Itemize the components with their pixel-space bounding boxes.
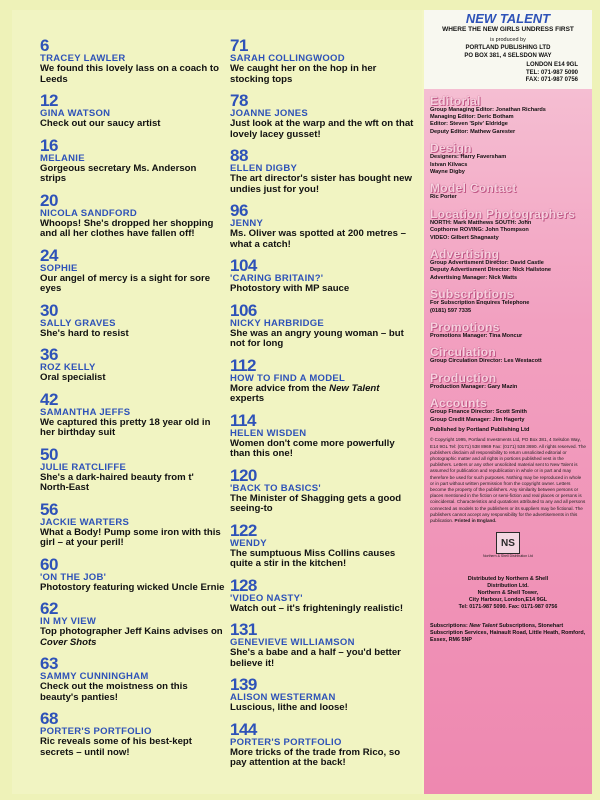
staff-sections: [424, 95, 592, 425]
entry-title: JOANNE JONES: [230, 108, 309, 119]
entry-description: [40, 64, 225, 85]
entry-description: [40, 164, 225, 185]
entry-description: [230, 648, 415, 669]
staff-section: [424, 288, 592, 315]
section-line: Group Advertisment Director: David Castle: [430, 259, 544, 266]
contents-entry: [40, 711, 225, 758]
entry-title: GENEVIEVE WILLIAMSON: [230, 637, 355, 648]
page-number: 112: [230, 355, 256, 375]
entry-title: HELEN WISDEN: [230, 427, 307, 439]
entry-title: JACKIE WARTERS: [40, 516, 130, 528]
staff-section: [424, 95, 592, 137]
page-number: 16: [40, 135, 58, 155]
description-text: The Minister of Shagging gets a good seeing-to: [230, 492, 402, 514]
description-italic: Cover Shots: [40, 636, 97, 648]
section-line: Deputy Editor: Mathew Garester: [430, 128, 516, 135]
brand-tagline: WHERE THE NEW GIRLS UNDRESS FIRST: [442, 26, 574, 33]
page-number: 36: [40, 345, 58, 364]
brand-title: NEW TALENT: [465, 11, 551, 26]
page-number: 24: [40, 245, 58, 265]
description-text: She's hard to resist: [40, 327, 129, 339]
distributor-logo: [496, 532, 520, 554]
entry-title: GINA WATSON: [40, 108, 111, 119]
entry-title: SARAH COLLINGWOOD: [230, 53, 345, 64]
contents-entry: [40, 190, 225, 240]
entry-description: [40, 627, 225, 648]
description-text: Photostory with MP sauce: [230, 283, 350, 294]
contents-area: [12, 10, 422, 794]
entry-description: [230, 494, 415, 515]
description-text: Just look at the warp and the wft on that lovely lacey gusset!: [230, 118, 414, 140]
fax-line: FAX: 071-987 0756: [525, 77, 578, 83]
distribution-line: Distributed by Northern & Shell: [467, 576, 549, 583]
page-number: 131: [230, 620, 257, 639]
staff-section: [424, 397, 592, 424]
description-text: Our angel of mercy is a sight for sore eyes: [40, 272, 211, 294]
description-text: Women don't come more powerfully than this one!: [230, 437, 395, 459]
entry-description: [230, 703, 415, 714]
distribution-line: City Harbour, London,E14 9GL: [468, 597, 548, 604]
staff-section: [424, 208, 592, 242]
section-line: Group Circulation Director: Les Westacott: [430, 358, 542, 365]
page-number: 42: [40, 389, 58, 409]
masthead-panel: [424, 10, 592, 794]
staff-section: [424, 182, 592, 201]
entry-title: PORTER'S PORTFOLIO: [40, 726, 152, 737]
section-title: Editorial: [430, 93, 481, 108]
contents-entry: [230, 300, 415, 350]
entry-title: IN MY VIEW: [40, 616, 97, 627]
contents-entry: [230, 203, 415, 250]
entry-description: [230, 284, 415, 295]
page-number: 144: [230, 719, 257, 739]
description-text: What a Body! Pump some iron with this girl – at your peril!: [40, 526, 221, 548]
page-number: 128: [230, 575, 257, 595]
legal-text: © Copyright 1995, Portland Investments Ltd, PO Box 381, 4 Selsdon Way, E14 9GL Tel: (0171) 538 8969 Fax: (0171) 538 3690. All rights reserved. The publishers disclaim all responsibility to return unsolicited editorial or photographic matter and all rights in portions published vest in the publishers. Letters or any other unsolicited material sent to New Talent is assumed for publication and republication in whole or in part and may therefore be used for such purposes. Nothing may be reproduced in whole or in part without written permission from the copyright owner. Letters become the property of the publishers. Any similarity between persons or places mentioned in the fiction or semi-fiction and real places or persons is coincidental. Characteristics and quotations attributed to any and all persons connected as models to the publishers or its suppliers may be fictional. The publishers cannot accept any responsibility for the advertisements in this publication.: [430, 437, 586, 524]
distribution-info: [424, 576, 592, 611]
contents-entry: [230, 719, 415, 769]
entry-description: [40, 473, 225, 494]
contents-entry: [230, 355, 415, 405]
page-number: 139: [230, 675, 257, 694]
page-number: 50: [40, 444, 58, 464]
contents-entry: [230, 93, 415, 140]
section-title: Promotions: [430, 320, 500, 334]
description-text: Luscious, lithe and loose!: [230, 702, 348, 713]
section-line: Managing Editor: Deric Botham: [430, 113, 514, 120]
published-by: [424, 427, 592, 434]
phone-line: TEL: 071-987 5090: [525, 69, 578, 76]
section-title: Model Contact: [430, 181, 517, 196]
section-line: Ric Porter: [430, 194, 457, 201]
subscriptions-footer: [424, 623, 592, 644]
entry-title: WENDY: [230, 537, 267, 549]
entry-description: [230, 748, 415, 769]
entry-description: [230, 384, 415, 405]
description-italic: New Talent: [329, 382, 380, 394]
entry-title: ALISON WESTERMAN: [230, 692, 336, 703]
page-number: 20: [40, 190, 58, 210]
page-number: 63: [40, 654, 58, 673]
entry-title: ELLEN DIGBY: [230, 163, 298, 174]
contents-entry: [40, 135, 225, 185]
distribution-line: Tel: 0171-987 5090. Fax: 0171-987 0756: [458, 604, 558, 611]
subs-brand: New Talent: [469, 623, 498, 630]
contents-entry: [40, 38, 225, 85]
page-number: 78: [230, 91, 248, 110]
page-number: 88: [230, 146, 248, 165]
distribution-line: Northern & Shell Tower,: [477, 590, 539, 597]
section-line: Production Manager: Gary Mazin: [430, 383, 518, 390]
entry-title: SALLY GRAVES: [40, 317, 116, 329]
entry-description: [40, 737, 225, 758]
section-title: Advertising: [430, 246, 500, 261]
entry-title: 'CARING BRITAIN?': [230, 273, 324, 284]
entry-title: 'ON THE JOB': [40, 571, 107, 583]
entry-description: [230, 439, 415, 460]
subs-rest: Subscriptions, Stonehart Subscription Services, Hainault Road, Little Heath, Romford, Essex, RM6 5NP: [430, 623, 586, 644]
staff-section: [424, 346, 592, 365]
description-text: More advice from the: [230, 382, 327, 394]
section-line: Group Credit Manager: Jim Hagerty: [430, 416, 525, 423]
description-text: Watch out – it's frighteningly realistic!: [230, 602, 404, 614]
section-line: Copthorne ROVING: John Thompson: [430, 227, 529, 234]
description-text: We caught her on the hop in her stocking tops: [230, 63, 377, 85]
contents-entry: [230, 520, 415, 570]
page-number: 106: [230, 300, 257, 320]
entry-title: SAMMY CUNNINGHAM: [40, 671, 149, 682]
entry-title: JULIE RATCLIFFE: [40, 461, 127, 473]
contents-entry: [230, 575, 415, 615]
entry-description: [40, 219, 225, 240]
contents-column-right: [230, 38, 415, 777]
entry-description: [40, 119, 225, 130]
entry-description: [230, 549, 415, 570]
description-text: Check out the moistness on this beauty's panties!: [40, 681, 188, 703]
entry-description: [230, 119, 415, 140]
description-text: More tricks of the trade from Rico, so pay attention at the back!: [230, 746, 401, 768]
description-text: The sumptuous Miss Collins causes quite a stir in the kitchen!: [230, 547, 396, 569]
page-number: 62: [40, 599, 58, 618]
entry-description: [40, 274, 225, 295]
entry-title: TRACEY LAWLER: [40, 53, 126, 64]
address-line: LONDON E14 9GL: [526, 62, 578, 68]
contents-entry: [40, 93, 225, 130]
description-text: We captured this pretty 18 year old in her birthday suit: [40, 416, 211, 438]
page-number: 68: [40, 709, 58, 728]
contents-entry: [40, 601, 225, 648]
publisher-address: [428, 45, 588, 60]
section-line: For Subscription Enquires Telephone: [430, 300, 530, 307]
section-line: Editor: Steven 'Spiv' Eldridge: [430, 121, 508, 128]
entry-title: SOPHIE: [40, 262, 78, 274]
contents-entry: [40, 554, 225, 594]
description-text: Gorgeous secretary Ms. Anderson strips: [40, 162, 197, 184]
staff-section: [424, 142, 592, 176]
section-line: Designers: Harry Faversham: [430, 154, 507, 161]
address-line: PO BOX 381, 4 SELSDON WAY: [464, 52, 552, 59]
section-title: Production: [430, 370, 497, 385]
section-title: Subscriptions: [430, 287, 514, 302]
description-text: The art director's sister has bought new undies just for you!: [230, 173, 412, 195]
page-number: 122: [230, 520, 257, 540]
printed-in: Printed in England.: [454, 518, 497, 524]
entry-title: HOW TO FIND A MODEL: [230, 372, 346, 384]
description-text: We found this lovely lass on a coach to Leeds: [40, 63, 219, 85]
contents-entry: [230, 677, 415, 714]
description-text: Oral specialist: [40, 372, 106, 383]
page-number: 104: [230, 256, 257, 275]
section-line: Wayne Digby: [430, 168, 465, 175]
contents-entry: [40, 300, 225, 340]
section-title: Circulation: [430, 345, 496, 360]
entry-description: [40, 418, 225, 439]
entry-title: SAMANTHA JEFFS: [40, 406, 131, 418]
entry-title: NICKY HARBRIDGE: [230, 317, 325, 329]
entry-description: [230, 174, 415, 195]
contents-entry: [230, 465, 415, 515]
page-number: 71: [230, 36, 248, 55]
description-text: She's a dark-haired beauty from t' North-East: [40, 471, 194, 493]
masthead-header: [424, 10, 592, 89]
page-number: 6: [40, 36, 49, 55]
section-line: NORTH: Mark Matthews SOUTH: John: [430, 219, 532, 226]
description-text: Top photographer Jeff Kains advises on: [40, 626, 223, 637]
entry-description: [230, 64, 415, 85]
section-line: Advertising Manager: Nick Watts: [430, 274, 518, 281]
contents-entry: [230, 410, 415, 460]
entry-title: ROZ KELLY: [40, 362, 96, 373]
contents-entry: [40, 499, 225, 549]
produced-by-label: is produced by: [490, 37, 526, 43]
section-title: Location Photographers: [430, 206, 576, 221]
page-number: 12: [40, 91, 58, 110]
entry-description: [230, 229, 415, 250]
description-text: She was an angry young woman – but not for long: [230, 327, 404, 349]
section-line: VIDEO: Gilbert Shagnasty: [430, 234, 499, 241]
entry-title: JENNY: [230, 218, 264, 229]
section-line: (0181) 597 7335: [430, 307, 472, 314]
entry-description: [40, 373, 225, 384]
entry-description: [230, 604, 415, 615]
entry-description: [230, 329, 415, 350]
section-line: Group Managing Editor: Jonathan Richards: [430, 106, 546, 113]
publisher-contact: [428, 62, 588, 85]
contents-entry: [230, 622, 415, 669]
staff-section: [424, 372, 592, 391]
description-text: She's a babe and a half – you'd better believe it!: [230, 647, 401, 669]
page-number: 96: [230, 201, 248, 220]
contents-entry: [40, 656, 225, 703]
page-number: 60: [40, 554, 58, 574]
entry-description: [40, 528, 225, 549]
entry-description: [40, 583, 225, 594]
section-line: Promotions Manager: Tina Moncur: [430, 333, 523, 339]
page-number: 114: [230, 410, 256, 430]
entry-description: [40, 682, 225, 703]
contents-column-left: [40, 38, 225, 766]
magazine-page: [12, 10, 592, 794]
staff-section: [424, 248, 592, 282]
entry-title: PORTER'S PORTFOLIO: [230, 736, 342, 748]
distribution-line: Distribution Ltd.: [487, 583, 529, 590]
entry-title: MELANIE: [40, 152, 85, 164]
published-by-text: Published by Portland Publishing Ltd: [430, 427, 530, 434]
staff-section: [424, 321, 592, 340]
entry-description: [40, 329, 225, 340]
logo-glyph: NS: [501, 537, 515, 549]
subs-lead: Subscriptions:: [430, 623, 468, 630]
description-text: Photostory featuring wicked Uncle Ernie: [40, 581, 225, 593]
page-number: 56: [40, 499, 58, 519]
section-title: Accounts: [430, 396, 488, 411]
entry-title: 'VIDEO NASTY': [230, 592, 303, 604]
entry-title: NICOLA SANDFORD: [40, 207, 138, 219]
description-text: Ric reveals some of his best-kept secrets – until now!: [40, 736, 192, 758]
page-number: 120: [230, 465, 257, 485]
section-line: Group Finance Director: Scott Smith: [430, 409, 527, 416]
entry-title: 'BACK TO BASICS': [230, 482, 321, 494]
contents-entry: [230, 38, 415, 85]
contents-entry: [40, 389, 225, 439]
description-text: Check out our saucy artist: [40, 118, 161, 129]
legal-notice: [424, 437, 592, 524]
contents-entry: [40, 245, 225, 295]
contents-entry: [40, 444, 225, 494]
description-text: Whoops! She's dropped her shopping and all her clothes have fallen off!: [40, 217, 214, 239]
section-title: Design: [430, 141, 472, 156]
contents-entry: [230, 258, 415, 295]
section-line: Istvan Kilvacs: [430, 161, 468, 168]
description-text: Ms. Oliver was spotted at 200 metres – what a catch!: [230, 228, 406, 250]
logo-caption: Northern & Shell Distribution Ltd: [483, 554, 533, 559]
contents-entry: [230, 148, 415, 195]
address-line: PORTLAND PUBLISHING LTD: [465, 45, 551, 51]
contents-entry: [40, 347, 225, 384]
section-line: Deputy Advertisment Director: Nick Hailstone: [430, 267, 552, 274]
page-number: 30: [40, 300, 58, 320]
description-text: experts: [230, 393, 265, 404]
